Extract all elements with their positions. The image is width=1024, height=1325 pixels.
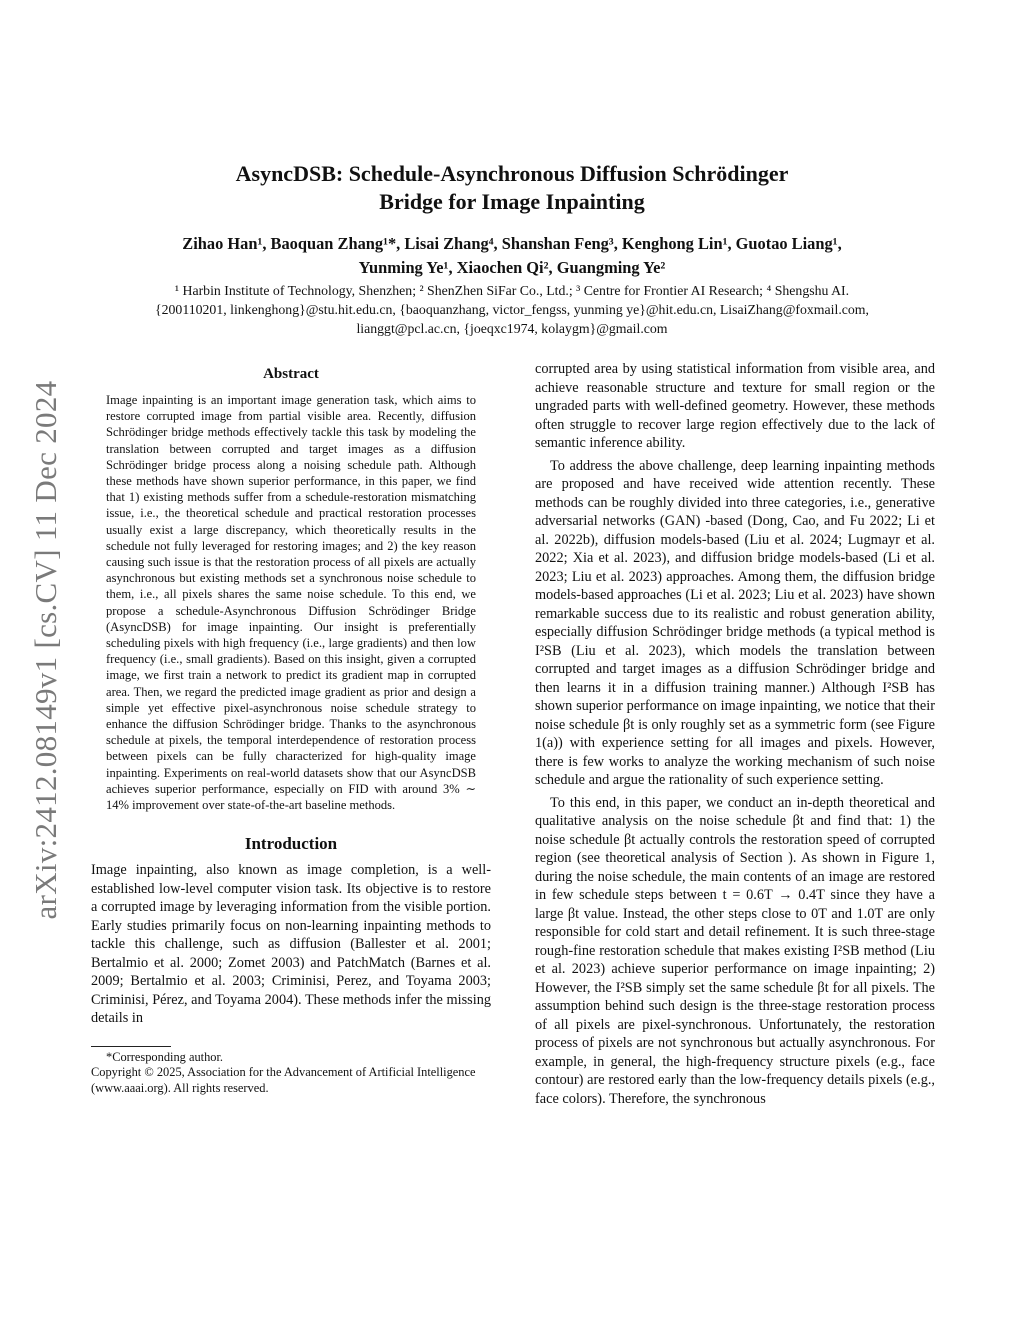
intro-paragraph: corrupted area by using statistical information from visible area, and achieve reasonable structure and texture for small region or the ungraded parts with well-defined geometry. However, these methods often struggle to recover large region effectively due to the lack of semantic inference ability. (535, 361, 935, 451)
author-line: Zihao Han¹, Baoquan Zhang¹*, Lisai Zhang⁴, Shanshan Feng³, Kenghong Lin¹, Guotao Liang¹, (182, 234, 842, 253)
title-line: AsyncDSB: Schedule-Asynchronous Diffusion Schrödinger (235, 161, 789, 186)
left-column (91, 364, 491, 1096)
arxiv-identifier: arXiv:2412.08149v1 [cs.CV] 11 Dec 2024 (28, 380, 63, 920)
abstract-text: Image inpainting is an important image generation task, which aims to restore corrupted image from partial visible area. Recently, diffusion Schrödinger bridge methods effectively tackle this task by modeling the translation between corrupted and target images as a diffusion Schrödinger bridge process along a noising schedule path. Although these methods have shown superior performance, in this paper, we find that 1) existing methods suffer from a schedule-restoration mismatching issue, i.e., the theoretical schedule and practical restoration processes usually exist a large discrepancy, which theoretically results in the schedule not fully leveraged for restoring images; and 2) the key reason causing such issue is that the restoration process of all pixels are actually asynchronous but existing methods set a synchronous noise schedule to them, i.e., all pixels shares the same noise schedule. To this end, we propose a schedule-Asynchronous Diffusion Schrödinger Bridge (AsyncDSB) for image inpainting. Our insight is preferentially scheduling pixels with high frequency (i.e., large gradients) and then low frequency (i.e., small gradients). Based on this insight, given a corrupted image, we first train a network to predict its gradient map in corrupted area. Then, we regard the predicted image gradient as prior and design a simple yet effective pixel-asynchronous noise schedule strategy to enhance the diffusion Schrödinger bridge. Thanks to the asynchronous schedule at pixels, the temporal interdependence of restoration process between pixels can be fully characterized for high-quality image inpainting. Experiments on real-world datasets show that our AsyncDSB achieves superior performance, especially on FID with around 3% ∼ 14% improvement over state-of-the-art baseline methods. (106, 393, 476, 813)
email-line: {200110201, linkenghong}@stu.hit.edu.cn, {baoquanzhang, victor_fengss, yunming ye}@hit.edu.cn, LisaiZhang@foxmail.com, (155, 302, 869, 317)
affiliation-line: ¹ Harbin Institute of Technology, Shenzhen; ² ShenZhen SiFar Co., Ltd.; ³ Centre for Frontier AI Research; ⁴ Shengshu AI. (174, 283, 850, 298)
author-line: Yunming Ye¹, Xiaochen Qi², Guangming Ye² (358, 258, 666, 277)
abstract-heading: Abstract (263, 366, 319, 382)
title-line: Bridge for Image Inpainting (379, 189, 645, 214)
intro-paragraph: Image inpainting, also known as image completion, is a well-established low-level computer vision task. Its objective is to restore a corrupted image by leveraging information from the visible portion. Early studies primarily focus on non-learning inpainting methods to tackle this challenge, such as diffusion (Ballester et al. 2001; Bertalmio et al. 2000; Zomet 2003) and PatchMatch (Barnes et al. 2009; Bertalmio et al. 2003; Criminisi, Perez, and Toyama 2003; Criminisi, Pérez, and Toyama 2004). These methods infer the missing details in (91, 862, 491, 1027)
email-line: lianggt@pcl.ac.cn, {joeqxc1974, kolaygm}@gmail.com (356, 321, 668, 336)
footnote-divider (91, 1046, 171, 1047)
intro-paragraph: To this end, in this paper, we conduct an in-depth theoretical and qualitative analysis on the noise schedule βt and find that: 1) the noise schedule βt actually controls the restoration speed of corrupted region (see theoretical analysis of Section ). As shown in Figure 1, during the noise schedule, the main contents of an image are restored in few schedule steps between t = 0.6T → 0.4T since they have a large βt value. Instead, the other steps close to 0T and 1.0T are only responsible for cold start and detail refinement. It is such three-stage rough-fine restoration schedule that makes existing I²SB method (Liu et al. 2023) achieve superior performance on image inpainting; 2) However, the I²SB simply set the same schedule βt for all pixels. The assumption behind such design is the three-stage restoration process of all pixels are pixel-synchronous. Unfortunately, the restoration process of pixels are not synchronous but actually asynchronous. For example, in general, the high-frequency structure pixels (e.g., face contour) are restored early than the low-frequency details pixels (e.g., face colors). Therefore, the synchronous (535, 794, 935, 1107)
paper-title (150, 160, 874, 216)
right-column (535, 360, 935, 1108)
affiliations (40, 281, 984, 338)
abstract-body (91, 392, 491, 813)
introduction-heading: Introduction (244, 834, 338, 854)
footnote (91, 1050, 491, 1097)
author-list (80, 232, 944, 280)
copyright-notice: Copyright © 2025, Association for the Advancement of Artificial Intelligence (www.aaai.org). All rights reserved. (91, 1065, 476, 1095)
corresponding-author-note: *Corresponding author. (106, 1049, 224, 1064)
intro-paragraph: To address the above challenge, deep learning inpainting methods are proposed and have received wide attention recently. These methods can be roughly divided into three categories, i.e., generative adversarial networks (GAN) -based (Dong, Cao, and Fu 2022; Li et al. 2022b), diffusion models-based (Liu et al. 2024; Lugmayr et al. 2022; Xia et al. 2023), and diffusion bridge models-based (Li et al. 2023; Liu et al. 2023) approaches. Among them, the diffusion bridge models-based approaches (Li et al. 2023; Liu et al. 2023) have shown remarkable success due to its realistic and robust generation ability, especially diffusion Schrödinger bridge methods (a typical method is I²SB (Liu et al. 2023), which models the translation between corrupted and target images as a diffusion Schrödinger bridge and then learns it in a diffusion training manner.) Although I²SB has shown superior performance on image inpainting, we notice that their noise schedule βt is only roughly set as a symmetric form (see Figure 1(a)) with experience setting for all images and pixels. However, there is few works to analyze the working mechanism of such noise schedule and argue the rationality of such experience setting. (535, 457, 935, 788)
